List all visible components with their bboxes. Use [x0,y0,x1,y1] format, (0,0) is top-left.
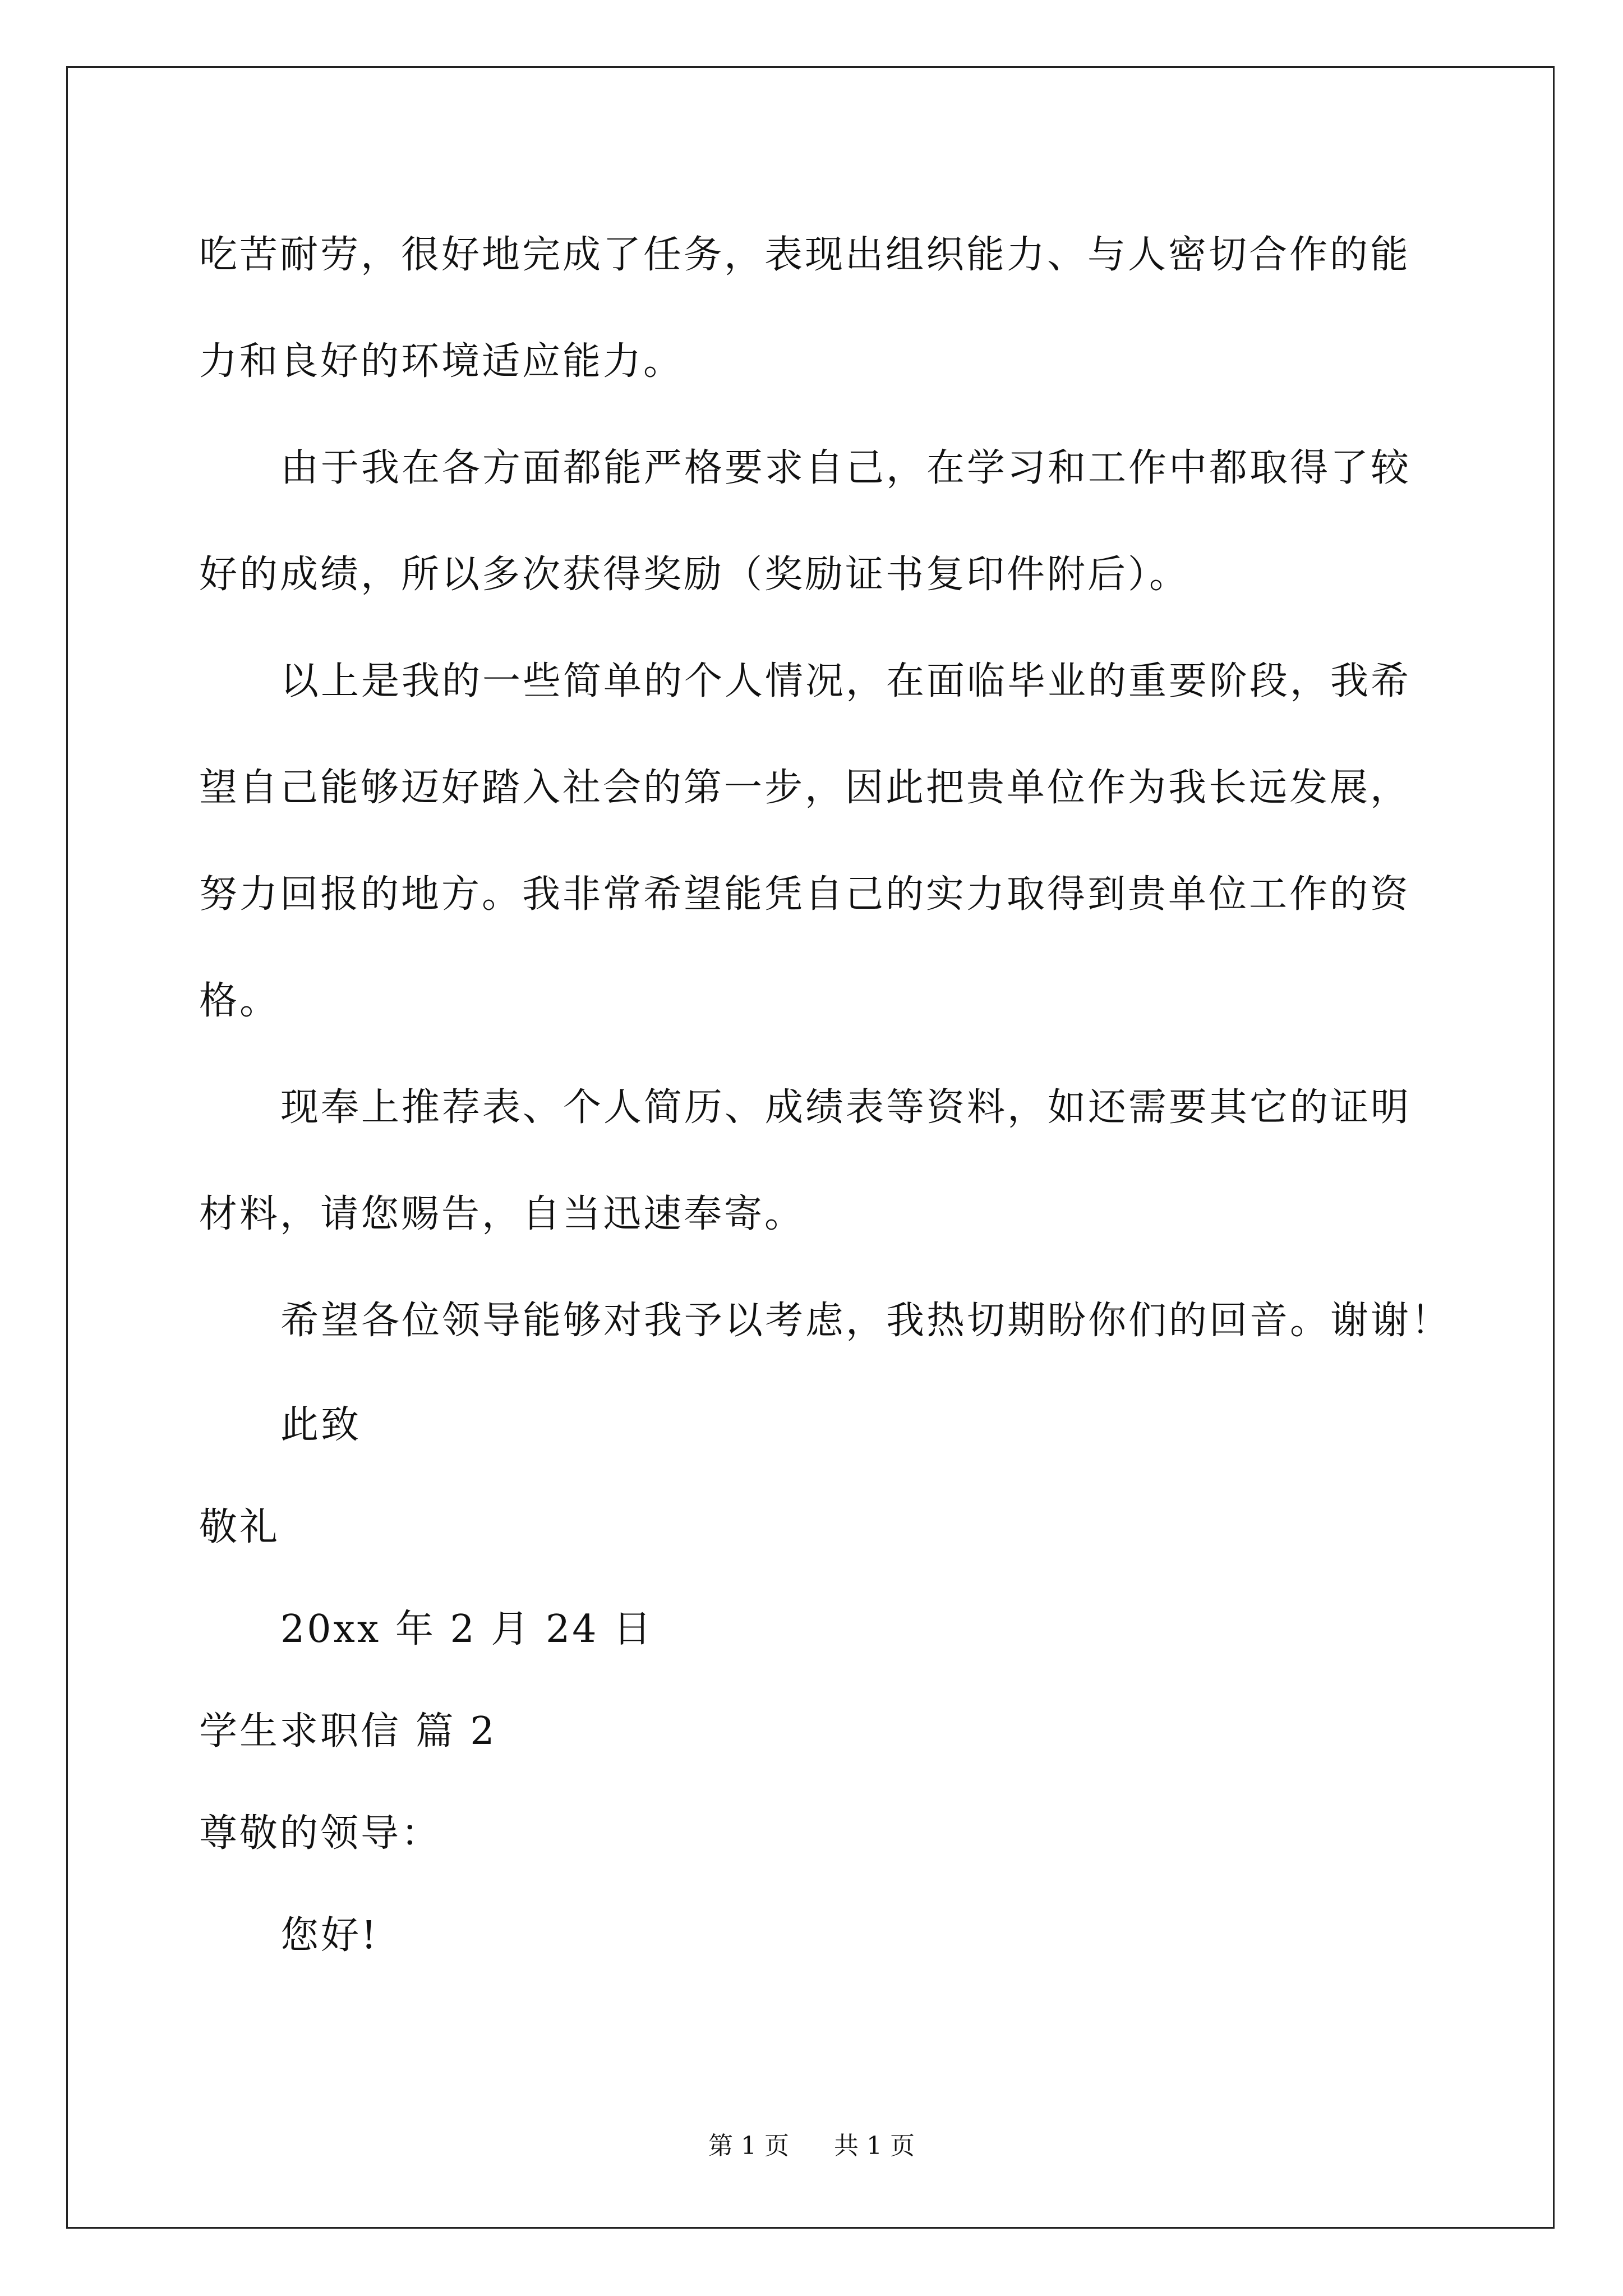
text-line: 好的成绩，所以多次获得奖励（奖励证书复印件附后）。 [199,553,1190,597]
text-line: 力和良好的环境适应能力。 [199,339,684,384]
letter-date: 20xx 年 2 月 24 日 [280,1607,654,1651]
salutation-respect: 敬礼 [199,1505,280,1549]
page-footer [0,2129,1623,2163]
text-line: 格。 [199,979,280,1023]
text-line: 现奉上推荐表、个人简历、成绩表等资料，如还需要其它的证明 [280,1085,1412,1130]
text-line: 材料，请您赐告，自当迅速奉寄。 [199,1192,805,1236]
text-line: 以上是我的一些简单的个人情况，在面临毕业的重要阶段，我希 [280,659,1412,703]
text-line: 由于我在各方面都能严格要求自己，在学习和工作中都取得了较 [280,446,1412,490]
text-line: 吃苦耐劳，很好地完成了任务，表现出组织能力、与人密切合作的能 [199,233,1411,277]
greeting-recipient: 尊敬的领导： [199,1811,442,1856]
salutation-closing: 此致 [280,1403,362,1447]
greeting-hello: 您好! [280,1913,379,1958]
section-heading: 学生求职信 篇 2 [199,1709,497,1754]
page-number-total: 共 1 页 [834,2132,915,2160]
text-line: 望自己能够迈好踏入社会的第一步，因此把贵单位作为我长远发展， [199,766,1411,810]
page-number-current: 第 1 页 [708,2132,789,2160]
document-body [199,202,1452,1987]
text-line: 希望各位领导能够对我予以考虑，我热切期盼你们的回音。谢谢！ [280,1299,1452,1343]
text-line: 努力回报的地方。我非常希望能凭自己的实力取得到贵单位工作的资 [199,872,1411,917]
